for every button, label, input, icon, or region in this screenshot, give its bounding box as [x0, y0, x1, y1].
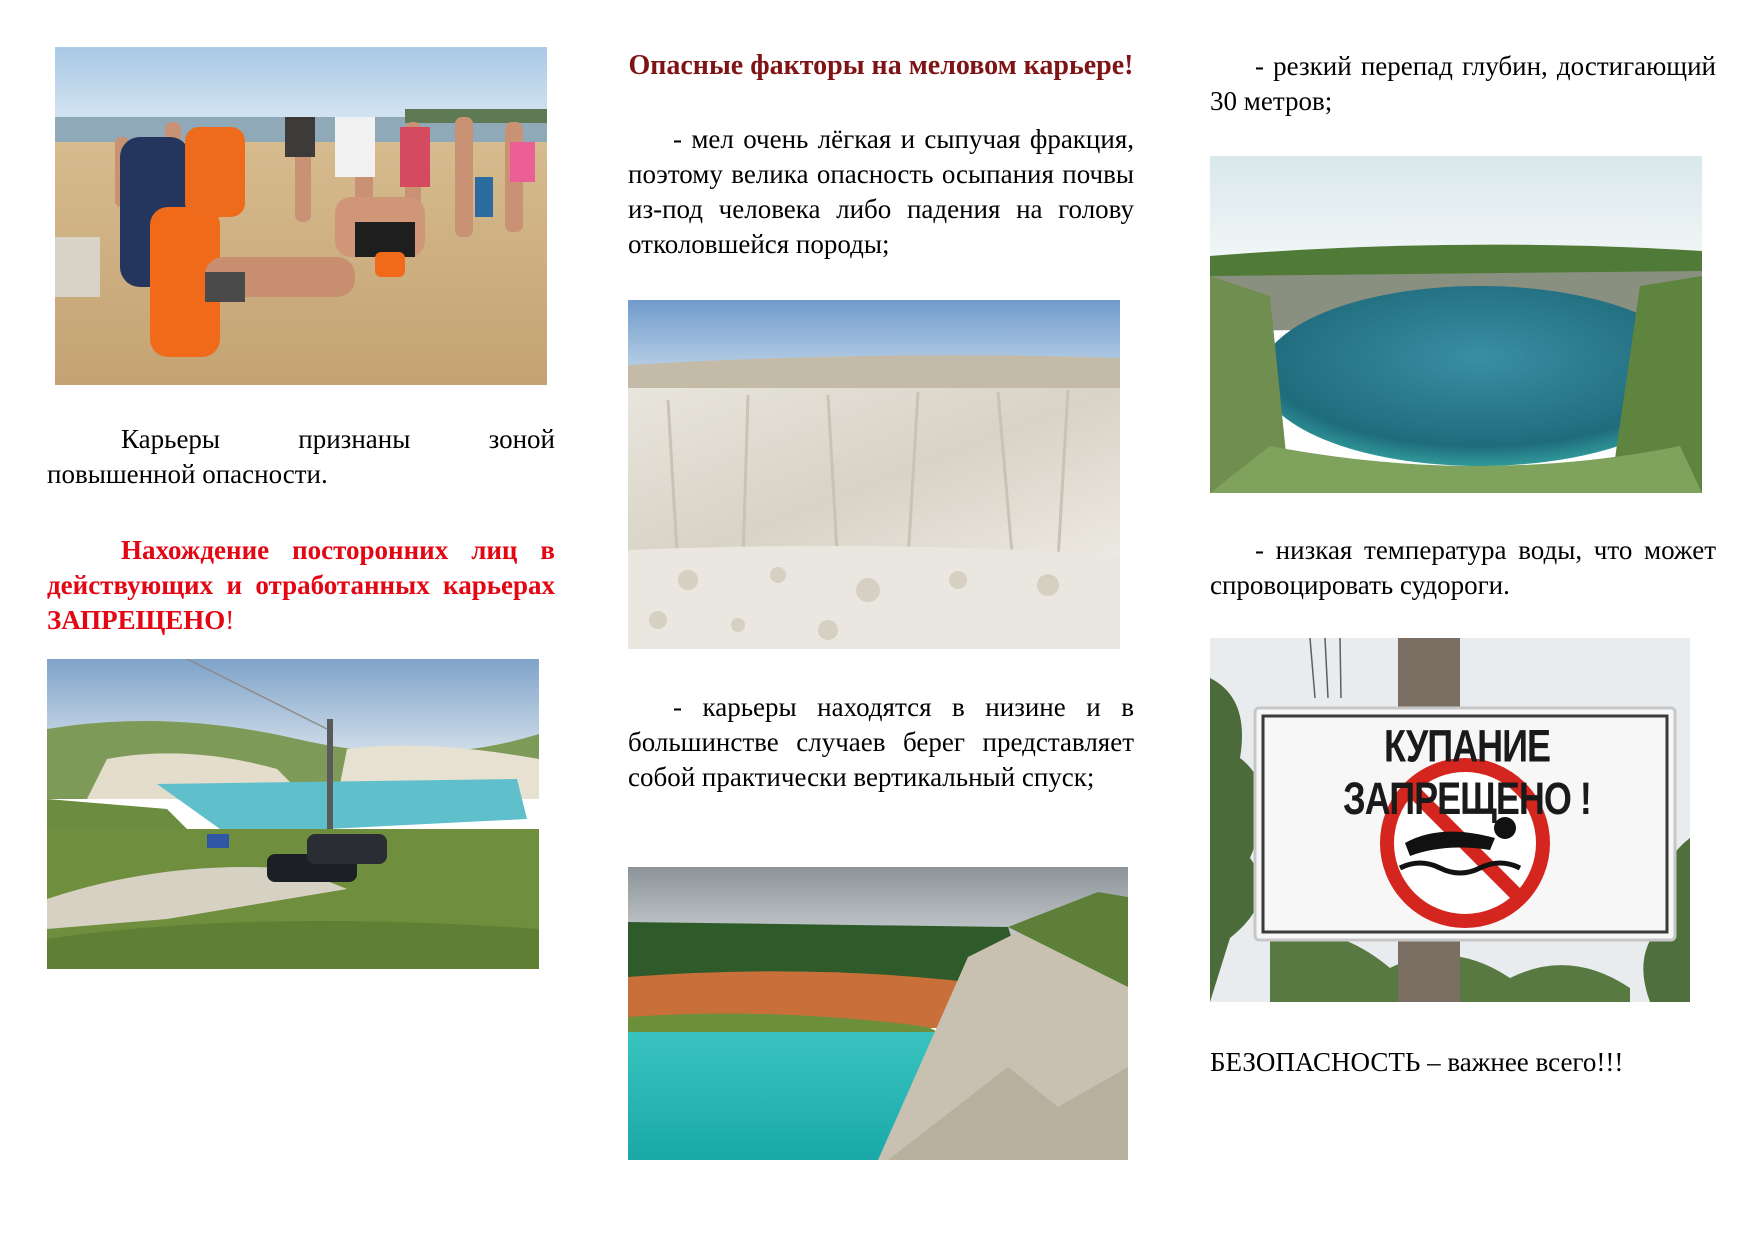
vertical-shore-text: - карьеры находятся в низине и в большинстве случаев берег представляет собой практически вертикальный спуск;	[628, 692, 1134, 792]
quarry-lake-cars-photo	[47, 659, 539, 969]
safety-slogan: БЕЗОПАСНОСТЬ – важнее всего!!!	[1210, 1047, 1624, 1077]
sign-text: КУПАНИЕ ЗАПРЕЩЕНО !	[1343, 720, 1591, 824]
depth-drop-text: - резкий перепад глубин, достигающий 30 метров;	[1210, 51, 1716, 116]
deep-quarry-lake-photo	[1210, 156, 1702, 493]
cold-water-text: - низкая температура воды, что может спровоцировать судороги.	[1210, 535, 1716, 600]
trespassing-warning-tail: !	[225, 605, 235, 635]
chalk-hazard-text: - мел очень лёгкая и сыпучая фракция, поэтому велика опасность осыпания почвы из-под человека либо падения на голову отколовшейся породы;	[628, 124, 1134, 259]
trespassing-warning	[47, 533, 555, 638]
chalk-cliff-photo	[628, 300, 1120, 649]
quarry-danger-zone-text: Карьеры признаны зоной повышенной опасности.	[47, 424, 555, 489]
trespassing-warning-bold: Нахождение посторонних лиц в действующих и отработанных карьерах ЗАПРЕЩЕНО	[47, 535, 555, 635]
dangers-title: Опасные факторы на меловом карьере!	[628, 50, 1134, 81]
turquoise-quarry-photo	[628, 867, 1128, 1160]
no-swimming-sign-photo	[1210, 638, 1690, 1002]
rescue-beach-photo	[55, 47, 547, 385]
